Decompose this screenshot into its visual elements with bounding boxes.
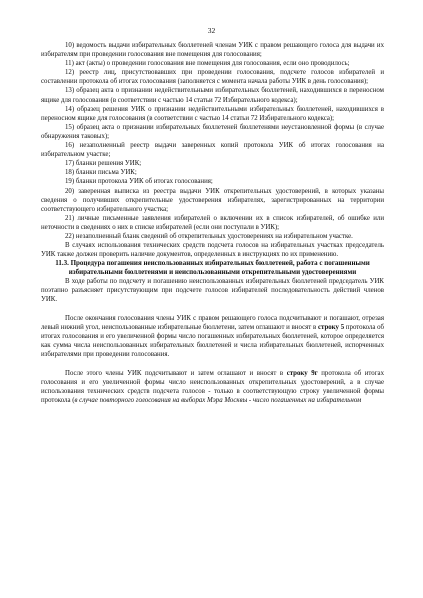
paragraph	[41, 369, 384, 405]
italic-text: в случае повторного голосования на выборах Мэра Москвы - число погашенных на избирательном	[74, 397, 362, 405]
list-item: 18) бланки письма УИК;	[65, 169, 137, 177]
list-item: 15) образец акта о признании избирательных бюллетеней бюллетенями неустановленной формы (в случае обнаружения таковых);	[41, 123, 384, 140]
paragraph	[41, 314, 384, 359]
paragraph-text: После окончания голосования члены УИК с правом решающего голоса подсчитывают и погашают, отрезая левый нижний угол, неиспользованные избирательные бюллетени, затем оглашают и вносят в	[41, 314, 384, 331]
list-item: 14) образец решения УИК о признании недействительными избирательных бюллетеней, находившихся в переносном ящике для голосования (в соответствии с частью 14 статьи 72 Избирательного кодекса);	[41, 105, 384, 122]
section-heading: 11.3. Процедура погашения неиспользованных избирательных бюллетеней, работа с погашенными избирательными бюллетенями и неиспользованными открепительными удостоверениями	[55, 259, 370, 277]
list-item: 19) бланки протокола УИК об итогах голосования;	[65, 178, 213, 186]
list-item: 16) незаполненный реестр выдачи заверенных копий протокола УИК об итогах голосования на избирательном участке;	[41, 142, 384, 159]
list-item: 13) образец акта о признании недействительными избирательных бюллетеней, находившихся в переносном ящике для голосования (в соответствии с частью 14 статьи 72 Избирательного кодекса);	[41, 87, 384, 104]
page-number: 32	[207, 26, 216, 35]
paragraph-text: протокола об итогах голосования и его увеличенной формы число неиспользованных открепительных удостоверений, а в случае использования технических средств подсчета голосов - только в соответствующую строку увеличенной формы протокола (	[41, 370, 384, 405]
list-item: 12) реестр лиц, присутствовавших при проведении голосования, подсчете голосов избирателей и составлении протокола об итогах голосования (заполняется с момента начала работы УИК в день голосования);	[41, 69, 384, 86]
paragraph-text: протокола об итогах голосования и его увеличенной формы число погашенных избирательных бюллетеней, которое определяется как сумма числа неиспользованных избирательных бюллетеней и числа избирательных бюллетеней, испорченных избирателями при проведении голосования.	[41, 323, 385, 358]
paragraph: В ходе работы по подсчету и погашению неиспользованных избирательных бюллетеней председатель УИК поэтапно разъясняет присутствующим при подсчете голосов избирателей последовательность действий членов УИК.	[41, 278, 384, 304]
list-item: 11) акт (акты) о проведении голосования вне помещения для голосования, если оно проводилось;	[65, 60, 350, 68]
list-item: 21) личные письменные заявления избирателей о включении их в список избирателей, об ошибке или неточности в сведениях о них в списке избирателей (если они поступали в УИК);	[41, 214, 384, 231]
document-body	[41, 41, 384, 405]
note-paragraph: В случаях использования технических средств подсчета голосов на избирательных участках председатель УИК также должен проверить наличие документов, определенных в инструкциях по их применению.	[41, 242, 384, 259]
paragraph-text: После этого члены УИК подсчитывают и затем оглашают и вносят в	[65, 370, 287, 377]
list-item: 22) незаполненный бланк сведений об открепительных удостоверениях на избирательном участке.	[65, 232, 353, 240]
bold-text: строку 5	[317, 323, 345, 331]
bold-text: строку 9г	[286, 370, 318, 377]
list-item: 17) бланки решения УИК;	[65, 160, 142, 168]
list-item: 10) ведомость выдачи избирательных бюллетеней членам УИК с правом решающего голоса для выдачи их избирателям при проведении голосования вне помещения для голосования;	[41, 42, 384, 59]
list-item: 20) заверенная выписка из реестра выдачи УИК открепительных удостоверений, в которых указаны сведения о получивших открепительные удостоверения избирателях, зарегистрированных на территории соответствующего избирательного участка;	[41, 187, 384, 213]
